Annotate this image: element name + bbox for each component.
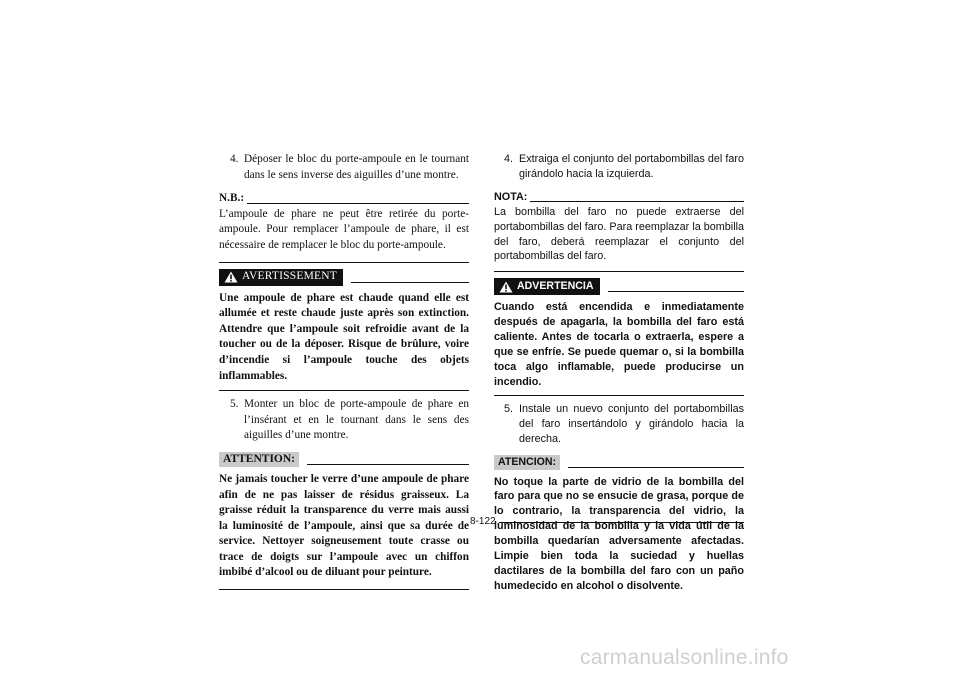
- caution-label: ATTENTION:: [219, 452, 299, 467]
- note-label: NOTA:: [494, 190, 528, 203]
- note-text-es: La bombilla del faro no puede extraerse del portabombillas del faro. Para reemplazar la bombilla del faro, deberá reemplazar el conjunto del portabombillas del faro.: [494, 205, 744, 263]
- step-text: Extraiga el conjunto del portabombillas del faro girándolo hacia la izquierda.: [519, 153, 744, 180]
- step-text: Instale un nuevo conjunto del portabombillas del faro insertándolo y girándolo hacia la derecha.: [519, 402, 744, 445]
- warning-label: ADVERTENCIA: [517, 280, 594, 293]
- caution-underline: [568, 467, 744, 468]
- page-number: 8-122: [470, 516, 496, 527]
- column-french: [219, 152, 469, 590]
- step-5-es: [494, 402, 744, 447]
- warning-label: AVERTISSEMENT: [242, 270, 337, 283]
- caution-heading-fr: [219, 452, 469, 467]
- warning-underline: [608, 291, 744, 292]
- note-heading-es: [494, 190, 744, 205]
- step-text: Déposer le bloc du porte-ampoule en le tournant dans le sens inverse des aiguilles d’une montre.: [244, 153, 469, 181]
- divider: [494, 395, 744, 396]
- step-4-es: [494, 152, 744, 182]
- note-underline: [247, 203, 469, 204]
- divider: [219, 262, 469, 263]
- warning-text-es: Cuando está encendida e inmediatamente después de apagarla, la bombilla del faro está caliente. Antes de tocarla o extraerla, espere a que se enfríe. Se puede quemar o, si la bombilla toca algo inflamable, puede producirse un incendio.: [494, 301, 744, 388]
- step-number: 5.: [230, 398, 239, 411]
- warning-text-fr: Une ampoule de phare est chaude quand elle est allumée et reste chaude juste après son extinction. Attendre que l’ampoule soit refroidie avant de la toucher ou de la déposer. Risque de brûlure, voire d’incendie si l’ampoule touche des objets inflammables.: [219, 291, 469, 382]
- note-underline: [530, 201, 744, 202]
- caution-underline: [307, 464, 469, 465]
- caution-text-es: No toque la parte de vidrio de la bombilla del faro para que no se ensucie de grasa, porque de lo contrario, la transparencia del vidrio, la luminosidad de la bombilla y la vida útil de la bombilla quedarían adversamente afectadas. Limpie bien toda la suciedad y huellas dactilares de la bombilla del faro con un paño humedecido en alcohol o disolvente.: [494, 475, 744, 592]
- note-label: N.B.:: [219, 192, 245, 205]
- warning-triangle-icon: [499, 281, 513, 293]
- caution-text-fr: Ne jamais toucher le verre d’une ampoule de phare afin de ne pas laisser de résidus graisseux. La graisse réduit la transparence du verre mais aussi la luminosité de l’ampoule, ainsi que sa durée de service. Nettoyer soigneusement toute crasse ou trace de doigts sur l’ampoule avec un chiffon imbibé d’alcool ou de diluant pour peinture.: [219, 472, 469, 579]
- divider: [219, 390, 469, 391]
- note-text-fr: L’ampoule de phare ne peut être retirée du porte-ampoule. Pour remplacer l’ampoule de phare, il est nécessaire de remplacer le bloc du porte-ampoule.: [219, 207, 469, 251]
- warning-triangle-icon: [224, 271, 238, 283]
- caution-heading-es: [494, 455, 744, 470]
- warning-underline: [351, 282, 469, 283]
- warning-badge: [494, 278, 600, 295]
- step-text: Monter un bloc de porte-ampoule de phare en l’insérant et en le tournant dans le sens des aiguilles d’une montre.: [244, 398, 469, 442]
- note-heading-fr: [219, 191, 469, 207]
- divider: [494, 271, 744, 272]
- page-footer: [470, 516, 744, 527]
- step-4-fr: [219, 152, 469, 183]
- watermark: carmanualsonline.info: [580, 646, 789, 669]
- column-spanish: [494, 152, 744, 594]
- warning-heading-es: [494, 278, 744, 295]
- caution-label: ATENCION:: [494, 455, 560, 470]
- step-number: 5.: [504, 402, 514, 415]
- warning-badge: [219, 269, 343, 286]
- warning-heading-fr: [219, 269, 469, 286]
- step-number: 4.: [504, 153, 514, 165]
- step-5-fr: [219, 397, 469, 444]
- step-number: 4.: [230, 153, 239, 165]
- divider: [219, 589, 469, 590]
- footer-rule: [499, 522, 744, 523]
